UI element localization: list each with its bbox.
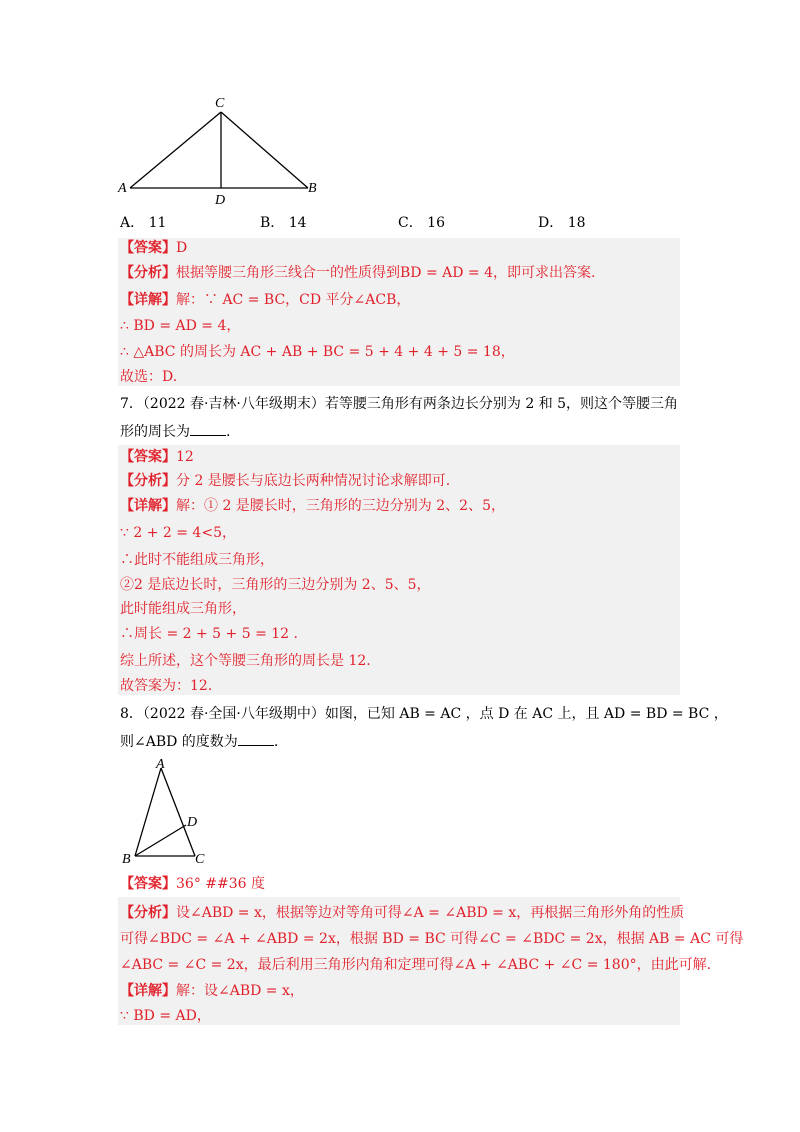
option-c: C． 16 [398,215,445,231]
option-a: A． 11 [120,215,167,231]
q6-line-2: ∴ BD = AD = 4， [120,318,241,334]
label-d: D [215,193,226,208]
q7-line-8: 故答案为：12. [120,678,213,694]
q7-stem-1: 7．（2022 春·吉林·八年级期末）若等腰三角形有两条边长分别为 2 和 5，则这个等腰三角 [120,396,679,412]
q7-answer: 【答案】12 [120,449,194,465]
q7-detail: 【详解】解：① 2 是腰长时，三角形的三边分别为 2、2、5， [120,498,505,514]
label-b-fig2: B [122,852,131,867]
segment-cb [221,112,308,188]
label-c: C [215,96,225,111]
q6-solution-panel [118,238,680,386]
q7-line-7: 综上所述，这个等腰三角形的周长是 12. [120,653,371,669]
label-a-fig2: A [156,757,165,772]
label-c-fig2: C [195,852,205,867]
q8-stem-1: 8．（2022 春·全国·八年级期中）如图，已知 AB = AC ，点 D 在 AC 上，且 AD = BD = BC ， [120,706,728,722]
label-b: B [308,181,317,196]
q8-analysis-3: ∠ABC = ∠C = 2x，最后利用三角形内角和定理可得∠A + ∠ABC + ∠C = 180°，由此可解. [120,957,712,973]
q7-stem-2: 形的周长为 . [120,421,230,442]
segment-ac-fig2 [161,768,198,856]
triangle-abc-figure [115,92,335,210]
q8-line-2: ∵ BD = AD， [120,1008,211,1024]
option-d: D． 18 [538,215,586,231]
q7-line-2: ∵ 2 + 2 = 4<5， [120,525,236,541]
q6-answer: 【答案】D [120,240,188,256]
q8-analysis-1: 【分析】设∠ABD = x，根据等边对等角可得∠A = ∠ABD = x，再根据三角形外角的性质 [120,905,685,921]
q6-line-4: 故选：D. [120,369,178,385]
option-b: B． 14 [260,215,307,231]
q7-line-3: ∴此时不能组成三角形， [120,552,274,568]
q6-detail: 【详解】解：∵ AC = BC，CD 平分∠ACB， [120,292,411,308]
q8-detail: 【详解】解：设∠ABD = x， [120,983,304,999]
segment-ac [130,112,221,188]
q8-answer: 【答案】36° ##36 度 [120,876,265,892]
q6-line-3: ∴ △ABC 的周长为 AC + AB + BC = 5 + 4 + 4 + 5 = 18， [120,344,515,360]
q7-line-5: 此时能组成三角形， [120,601,246,617]
q7-answer-blank [190,421,226,436]
q8-analysis-2: 可得∠BDC = ∠A + ∠ABD = 2x，根据 BD = BC 可得∠C = ∠BDC = 2x，根据 AB = AC 可得 [120,931,744,947]
q8-stem-2: 则∠ABD 的度数为 . [120,731,278,752]
q8-answer-blank [238,731,274,746]
q6-analysis: 【分析】根据等腰三角形三线合一的性质得到BD = AD = 4，即可求出答案. [120,265,596,281]
q7-line-6: ∴周长 = 2 + 5 + 5 = 12 . [120,626,298,642]
q7-analysis: 【分析】分 2 是腰长与底边长两种情况讨论求解即可. [120,473,451,489]
triangle-abd-figure [115,756,215,868]
label-a: A [118,181,127,196]
label-d-fig2: D [187,815,198,830]
q7-line-4: ②2 是底边长时，三角形的三边分别为 2、5、5， [120,577,431,593]
